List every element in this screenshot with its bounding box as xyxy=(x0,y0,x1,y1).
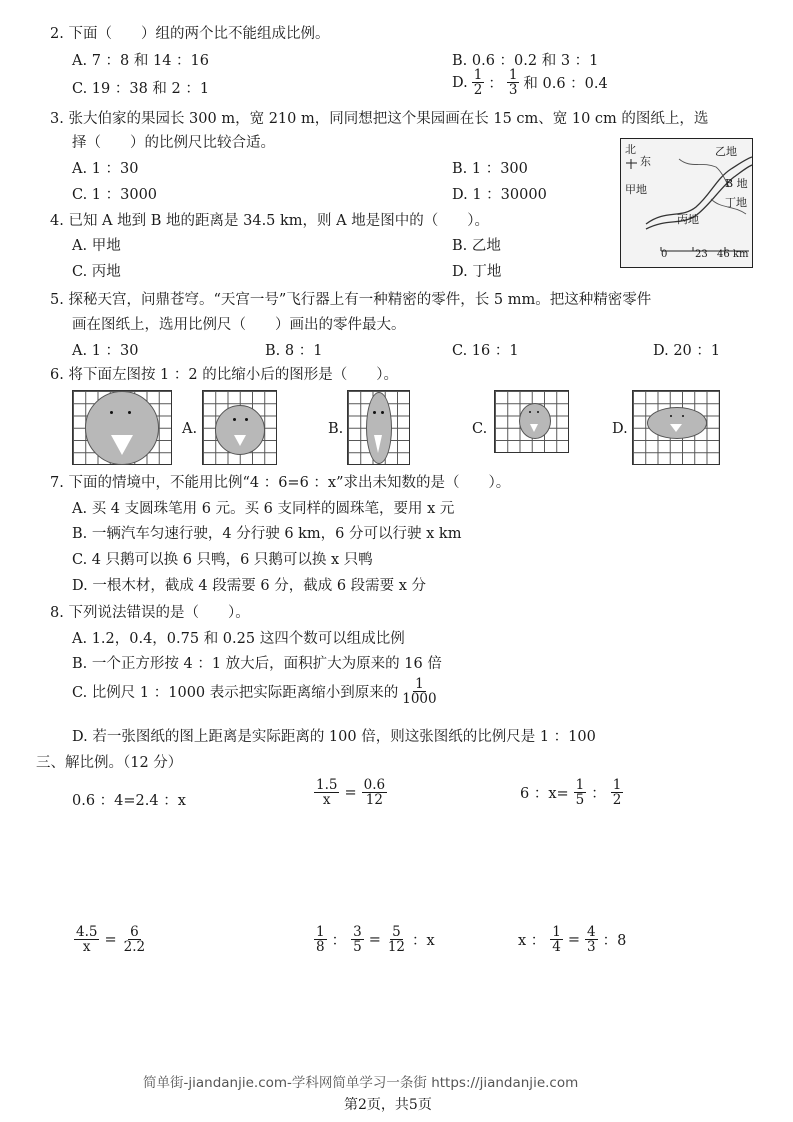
q5-option-d: D. 20 ：1 xyxy=(653,343,721,359)
map-bing-label: 丙地 xyxy=(677,213,699,226)
map-scale-23: 23 xyxy=(695,249,708,260)
q5-option-b: B. 8 ：1 xyxy=(265,343,323,359)
p4-fraction-left xyxy=(74,925,99,954)
p5-n1: 1 xyxy=(316,924,325,940)
p2-d1: x xyxy=(322,792,331,809)
proportion-6 xyxy=(518,925,626,954)
p2-fraction-right xyxy=(362,778,387,807)
p3-n2: 1 xyxy=(612,777,622,793)
p2-n1: 1.5 xyxy=(316,777,338,793)
q6-option-b-label: B. xyxy=(328,421,344,437)
q6-option-c-label: C. xyxy=(472,421,488,437)
q8-option-c xyxy=(72,677,441,706)
q6-option-c-beak xyxy=(530,424,538,432)
proportion-2 xyxy=(312,778,389,807)
q5-option-c: C. 16 ：1 xyxy=(452,343,519,359)
q7-option-d: D. 一根木材，截成 4 段需要 6 分，截成 6 段需要 x 分 xyxy=(72,578,427,594)
q7-stem: 7. 下面的情境中，不能用比例“4 ：6=6 ：x”求出未知数的是（ ）。 xyxy=(50,475,511,491)
p5-n2: 3 xyxy=(353,924,362,940)
q4-option-a: A. 甲地 xyxy=(72,238,121,254)
map-ding-label: 丁地 xyxy=(725,196,747,209)
q2-d-prefix: D. xyxy=(452,74,468,91)
q2-d-fraction-1 xyxy=(472,68,485,97)
p5-d3: 12 xyxy=(387,939,406,956)
q2-option-b: B. 0.6 ：0.2 和 3 ：1 xyxy=(452,53,599,69)
q6-option-d-beak xyxy=(670,424,682,432)
q8-option-b: B. 一个正方形按 4 ：1 放大后，面积扩大为原来的 16 倍 xyxy=(72,656,442,672)
q5-stem-line1: 5. 探秘天宫，问鼎苍穹。“天宫一号”飞行器上有一种精密的零件，长 5 mm。把这种精密零件 xyxy=(50,292,652,308)
map-scale-46km: 46 km xyxy=(717,249,749,260)
q6-option-a-shape xyxy=(215,405,265,455)
q6-option-a-eye-left xyxy=(233,418,236,421)
p3-sep: ： xyxy=(591,786,606,803)
q6-option-d-grid xyxy=(632,390,720,465)
p3-d2: 2 xyxy=(612,792,622,809)
proportion-4 xyxy=(72,925,149,954)
q7-option-b: B. 一辆汽车匀速行驶，4 分行驶 6 km，6 分可以行驶 x km xyxy=(72,526,462,542)
footer-watermark: 简单街-jiandanjie.com-学科网简单学习一条街 https://jiandanjie.com xyxy=(143,1075,579,1091)
q8-option-a: A. 1.2，0.4，0.75 和 0.25 这四个数可以组成比例 xyxy=(72,631,405,647)
q7-option-a: A. 买 4 支圆珠笔用 6 元。买 6 支同样的圆珠笔，要用 x 元 xyxy=(72,501,455,517)
q6-option-d-label: D. xyxy=(612,421,628,437)
map-figure xyxy=(620,138,753,268)
p4-n1: 4.5 xyxy=(76,924,98,940)
p3-n1: 1 xyxy=(575,777,585,793)
q5-option-a: A. 1 ：30 xyxy=(72,343,139,359)
q2-d-sep: ： xyxy=(488,76,503,93)
p3-fraction-1 xyxy=(574,778,587,807)
map-yi-label: 乙地 xyxy=(715,145,737,158)
q2-d-fraction-2 xyxy=(507,68,520,97)
p6-n2: 4 xyxy=(587,924,596,940)
p6-post: ：8 xyxy=(602,933,627,950)
q6-stem: 6. 将下面左图按 1 ：2 的比缩小后的图形是（ ）。 xyxy=(50,367,398,383)
p4-d1: x xyxy=(82,939,91,956)
p5-post: ：x xyxy=(412,933,435,950)
q6-option-a-label: A. xyxy=(182,421,198,437)
q6-original-grid xyxy=(72,390,172,465)
p4-n2: 6 xyxy=(130,924,139,940)
p5-fraction-2 xyxy=(351,925,364,954)
q6-option-b-eye-right xyxy=(381,411,384,414)
q6-option-b-eye-left xyxy=(373,411,376,414)
p3-fraction-2 xyxy=(611,778,624,807)
q6-option-c-grid xyxy=(494,390,569,453)
q6-option-c-eye-left xyxy=(529,411,531,413)
q8-option-d: D. 若一张图纸的图上距离是实际距离的 100 倍，则这张图纸的比例尺是 1 ：100 xyxy=(72,729,596,745)
q2-option-a: A. 7 ：8 和 14 ：16 xyxy=(72,53,209,69)
p6-eq: = xyxy=(567,931,581,948)
map-scale-0: 0 xyxy=(661,249,668,260)
q2-d-f2-den: 3 xyxy=(508,82,518,99)
p6-fraction-2 xyxy=(585,925,598,954)
page-number: 第2页，共5页 xyxy=(344,1097,432,1113)
p3-pre: 6 ：x= xyxy=(520,786,569,803)
p5-d2: 5 xyxy=(353,939,362,956)
proportion-3 xyxy=(520,778,625,807)
q6-option-d-eye-right xyxy=(682,415,684,417)
p4-eq: = xyxy=(104,931,117,948)
proportion-1: 0.6 ：4=2.4 ：x xyxy=(72,793,186,809)
q8-c-text: C. 比例尺 1 ：1000 表示把实际距离缩小到原来的 xyxy=(72,685,399,702)
p4-d2: 2.2 xyxy=(123,939,146,956)
q6-option-c-eye-right xyxy=(537,411,539,413)
p6-pre: x ： xyxy=(518,933,546,950)
q4-option-d: D. 丁地 xyxy=(452,264,502,280)
p6-d2: 3 xyxy=(587,939,596,956)
section3-title: 三、解比例。（12 分） xyxy=(36,755,183,771)
p5-sep1: ： xyxy=(331,933,347,950)
q2-d-suffix: 和 0.6 ：0.4 xyxy=(523,76,608,93)
map-b-label: B 地 xyxy=(725,177,748,190)
p2-d2: 12 xyxy=(365,792,383,809)
q2-d-f1-num: 1 xyxy=(473,67,483,83)
q6-option-b-beak xyxy=(374,435,382,453)
q2-option-d xyxy=(452,68,608,97)
q8-stem: 8. 下列说法错误的是（ ）。 xyxy=(50,605,250,621)
q3-option-d: D. 1 ：30000 xyxy=(452,187,547,203)
p3-d1: 5 xyxy=(575,792,585,809)
q8-c-fraction xyxy=(400,677,438,706)
p6-fraction-1 xyxy=(550,925,563,954)
p2-n2: 0.6 xyxy=(363,777,386,793)
p4-fraction-right xyxy=(122,925,147,954)
q3-option-b: B. 1 ：300 xyxy=(452,161,528,177)
p2-eq: = xyxy=(344,784,357,801)
q6-option-c-shape xyxy=(519,403,551,439)
q6-option-d-eye-left xyxy=(670,415,672,417)
q6-option-b-shape xyxy=(366,392,392,464)
q4-option-b: B. 乙地 xyxy=(452,238,501,254)
p5-n3: 5 xyxy=(392,924,401,940)
q6-option-b-grid xyxy=(347,390,410,465)
map-jia-label: 甲地 xyxy=(625,183,647,196)
q6-option-a-eye-right xyxy=(245,418,248,421)
p5-fraction-3 xyxy=(386,925,407,954)
q3-stem-line1: 3. 张大伯家的果园长 300 m，宽 210 m，同同想把这个果园画在长 15 cm、宽 10 cm 的图纸上，选 xyxy=(50,111,709,127)
q2-d-f1-den: 2 xyxy=(473,82,483,99)
q2-d-f2-num: 1 xyxy=(508,67,518,83)
q6-original-eye-right xyxy=(128,411,131,414)
q5-stem-line2: 画在图纸上，选用比例尺（ ）画出的零件最大。 xyxy=(72,317,406,333)
p5-d1: 8 xyxy=(316,939,325,956)
q8-c-num: 1 xyxy=(415,676,424,692)
p5-eq: = xyxy=(368,931,381,948)
q3-option-c: C. 1 ：3000 xyxy=(72,187,158,203)
q6-option-a-beak xyxy=(234,435,246,446)
p6-d1: 4 xyxy=(552,939,561,956)
q6-option-d-shape xyxy=(647,407,707,439)
p5-fraction-1 xyxy=(314,925,327,954)
q6-original-eye-left xyxy=(110,411,113,414)
q3-option-a: A. 1 ：30 xyxy=(72,161,139,177)
q3-stem-line2: 择（ ）的比例尺比较合适。 xyxy=(72,135,275,151)
map-north-label: 北 xyxy=(625,143,636,156)
q4-stem: 4. 已知 A 地到 B 地的距离是 34.5 km，则 A 地是图中的（ ）。 xyxy=(50,213,489,229)
p6-n1: 1 xyxy=(552,924,561,940)
proportion-5 xyxy=(312,925,435,954)
map-east-label: 东 xyxy=(640,155,651,168)
p2-fraction-left xyxy=(314,778,339,807)
q2-option-c: C. 19 ：38 和 2 ：1 xyxy=(72,81,210,97)
q6-original-beak xyxy=(111,435,133,455)
q8-c-den: 1000 xyxy=(402,691,437,708)
q7-option-c: C. 4 只鹅可以换 6 只鸭，6 只鹅可以换 x 只鸭 xyxy=(72,552,373,568)
q6-option-a-grid xyxy=(202,390,277,465)
q2-stem: 2. 下面（ ）组的两个比不能组成比例。 xyxy=(50,26,330,42)
q4-option-c: C. 丙地 xyxy=(72,264,121,280)
